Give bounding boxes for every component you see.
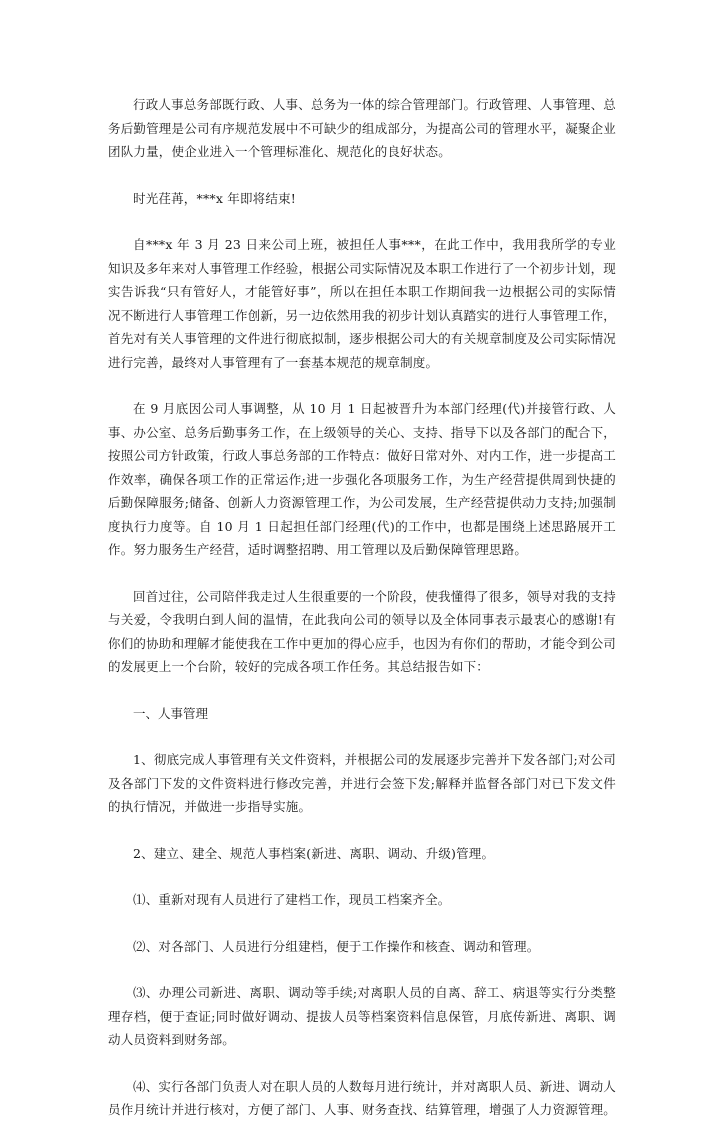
paragraph-gap bbox=[108, 725, 616, 748]
paragraph-gap bbox=[108, 562, 616, 585]
document-page bbox=[108, 93, 616, 1122]
paragraph-gap bbox=[108, 210, 616, 233]
paragraph-gap bbox=[108, 819, 616, 842]
item-1-paragraph: 1、彻底完成人事管理有关文件资料，并根据公司的发展逐步完善并下发各部门;对公司及各部门下发的文件资料进行修改完善，并进行会签下发;解释并监督各部门对已下发文件的执行情况，并做进一步指导实施。 bbox=[108, 752, 616, 814]
work-start-paragraph: 自***x 年 3 月 23 日来公司上班，被担任人事***，在此工作中，我用我所学的专业知识及多年来对人事管理工作经验，根据公司实际情况及本职工作进行了一个初步计划，现实告诉我“只有管好人，才能管好事”，所以在担任本职工作期间我一边根据公司的实际情况不断进行人事管理工作创新，另一边依然用我的初步计划认真踏实的进行人事管理工作，首先对有关人事管理的文件进行彻底拟制，逐步根据公司大的有关规章制度及公司实际情况进行完善，最终对人事管理有了一套基本规范的规章制度。 bbox=[108, 237, 617, 370]
section-heading: 一、人事管理 bbox=[133, 705, 209, 721]
sub-item-3-paragraph: ⑶、办理公司新进、离职、调动等手续;对离职人员的自离、辞工、病退等实行分类整理存档，便于查证;同时做好调动、提拔人员等档案资料信息保管，月底传新进、离职、调动人员资料到财务部。 bbox=[108, 985, 616, 1047]
sub-item-2-paragraph: ⑵、对各部门、人员进行分组建档，便于工作操作和核查、调动和管理。 bbox=[133, 938, 540, 954]
sub-item-1-paragraph: ⑴、重新对现有人员进行了建档工作，现员工档案齐全。 bbox=[133, 892, 451, 907]
review-paragraph: 回首过往，公司陪伴我走过人生很重要的一个阶段，使我懂得了很多，领导对我的支持与关爱，令我明白到人间的温情，在此我向公司的领导以及全体同事表示最衷心的感谢!有你们的协助和理解才能使我在工作中更加的得心应手，也因为有你们的帮助，才能令到公司的发展更上一个台阶，较好的完成各项工作任务。其总结报告如下： bbox=[108, 588, 617, 674]
paragraph-gap bbox=[108, 865, 616, 888]
item-2-paragraph: 2、建立、建全、规范人事档案(新进、离职、调动、升级)管理。 bbox=[133, 845, 495, 861]
year-end-paragraph: 时光荏苒，***x 年即将结束! bbox=[133, 190, 296, 206]
paragraph-gap bbox=[108, 958, 616, 981]
paragraph-gap bbox=[108, 164, 616, 187]
paragraph-gap bbox=[108, 912, 616, 935]
paragraph-gap bbox=[108, 679, 616, 702]
promotion-paragraph: 在 9 月底因公司人事调整，从 10 月 1 日起被晋升为本部门经理(代)并接管行政、人事、办公室、总务后勤事务工作，在上级领导的关心、支持、指导下以及各部门的配合下，按照公司方针政策，行政人事总务部的工作特点：做好日常对外、对内工作，进一步提高工作效率，确保各项工作的正常运作;进一步强化各项服务工作，为生产经营提供周到快捷的后勤保障服务;储备、创新人力资源管理工作，为公司发展，生产经营提供动力支持;加强制度执行力度等。自 10 月 1 日起担任部门经理(代)的工作中，也都是围绕上述思路展开工作。努力服务生产经营，适时调整招聘、用工管理以及后勤保障管理思路。 bbox=[108, 401, 617, 557]
paragraph-gap bbox=[108, 374, 616, 397]
paragraph-gap bbox=[108, 1052, 616, 1075]
intro-paragraph: 行政人事总务部既行政、人事、总务为一体的综合管理部门。行政管理、人事管理、总务后勤管理是公司有序规范发展中不可缺少的组成部分，为提高公司的管理水平，凝聚企业团队力量，使企业进入一个管理标准化、规范化的良好状态。 bbox=[108, 97, 617, 159]
sub-item-4-paragraph: ⑷、实行各部门负责人对在职人员的人数每月进行统计，并对离职人员、新进、调动人员作月统计并进行核对，方便了部门、人事、财务查找、结算管理，增强了人力资源管理。 bbox=[108, 1078, 617, 1117]
